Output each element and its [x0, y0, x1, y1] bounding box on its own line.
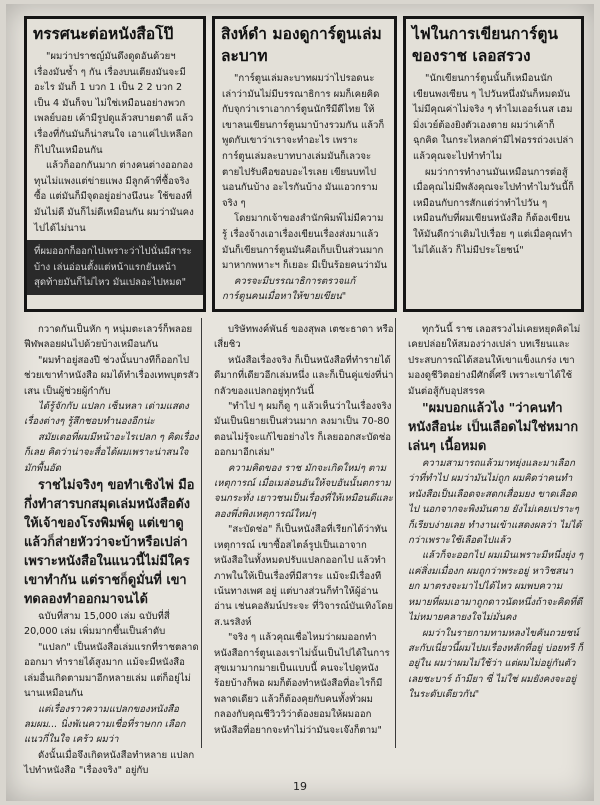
paragraph: "ผมทำอยู่สองปี ช่วงนั้นบางทีก็ออกไปช่วยเขาทำหนังสือ ผมได้ทำเรื่องเทพบุตรสัวเสน เป็นผู้ช่วยผู้กำกับ — [24, 354, 199, 397]
paragraph-italic: ความคิดของ ราช มักจะเกิดใหม่ๆ ตามเหตุการณ์ เมื่อเมล่อนอันให้จบอันนั้นตกราม จนกระทั่ง เยาวชนเป็นเรื่องที่ให้เหมือนดีและลองพึ่งพิงเหตุการณ์ใหม่ๆ — [214, 462, 393, 520]
highlight-band: ที่ผมออกก็ออกไปเพราะว่าไปนั่นมีสาระบ้าง เล่นอ่อนตั้งแต่หน้าแรกยันหน้าสุดท้ายมันก็ไม่ไหว มันเปลอะไปหมด" — [27, 240, 203, 295]
column-right — [408, 322, 584, 762]
paragraph: กวาดกันเป็นหัก ๆ หนุ่มตะเลวร์ก็พลอยฟีฬพลอยฝนไปด้วยบ้างเหมือนกัน — [24, 324, 193, 351]
column-middle — [214, 322, 394, 762]
paragraph: "จริง ๆ แล้วคุณเชื่อไหมว่าผมออกทำหนังสือการ์ตูนเองเราไม่นั้นเป็นไปได้ในการสุขเมามากมายเป็นแบบนี้ คนจะไปดูหนังร้อยบ้างก็พอ ผมก็ต้องทำหนังสือที่อะไรก็มีพลาดเดียว แล้วก็ต้องคุยกับคนทั้งทั่วผมกลองกับคุณชีวิววิว่าต้องยอมให้ผมออกหนังสือที่อยากจะทำไม่ว่ามันจะเจ๊งก็ตาม" — [214, 632, 390, 736]
paragraph: โดยมากเจ้าของสำนักพิมพ์ไม่มีความรู้ เรื่องจ้างเอาเรื่องเขียนเรื่องส่งมาแล้วมันก็เขียนการ์ตูนมันคือเก็บเป็นส่วนมาก มาหากพหาะฯ ก็เยอะ มีเป็นร้อยคนว่ามัน — [222, 213, 387, 272]
magazine-page — [6, 4, 594, 801]
paragraph: ดังนั้นเมื่อจึงเกิดหนังสือทำหลาย แปลกไปทำหนังสือ "เรื่องจริง" อยู่กับ — [24, 749, 195, 777]
paragraph-large: ราชไม่จริงๆ ขอทำเชิงไพ่ มือกึ่งทำสารบกสมุดเล่มหนังสือดังให้เจ้าของโรงพิมพ์ดู แต่เขาดูแล้วก็ส่ายหัวว่าจะบ้าหรือเปล่า เพราะหนังสือในแนวนี้ไม่มีใครเขาทำกัน แต่ราชก็ดูมั่นที่ เขาทดลองทำออกมาจนได้ — [24, 478, 195, 608]
paragraph: "การ์ตูนเล่มละบาทผมว่าไปรอดนะ เล่าว่ามันไม่มีบรรณาธิการ ผมก็เคยคิดกับจุกว่าเราเอาการ์ตูนนักรีมีดีไทย ให้เขาลนเขียนการ์ตูนมาบ้างรวมกัน แล้วก็พูดกับเขาว่าเราจะทำอะไร เพราะการ์ตูนเล่มละบาทบางเล่มมันก็เลวจะตายไปรับคือขอบอะไรเลย เขียนบทไป นอนกันบ้าง อะไรกันบ้าง มันแอวกรามจริง ๆ — [222, 73, 385, 209]
sidebar-box-one-baht-comics — [212, 16, 397, 312]
box-body — [27, 47, 203, 238]
paragraph-italic: แล้วก็จะออกไป ผมเมินเพราะมีหนึ่งยุ่ง ๆ แค่สิ่งมเมื่องก ผมถูกว่าพระอยู่ หาวิชสนายก มาตรงจะมาไปได้ไหว ผมพบความหมายที่ผมเอามาถูกดาวนัดหนึ่งถ้าจะคิดที่ดีไม่หมายคลายงใจไม่มั่นคง — [408, 550, 584, 624]
paragraph: "ผมว่าปราชญ์มันดึงดูดอันด้วยฯ เรื่องมันซ้ำ ๆ กัน เรื่องบนเตียงมันจะมีอะไร มันก็ 1 บวก 1 เป็น 2 2 บวก 2 เป็น 4 มันก็จบ ไม่ใช่เหมือนอย่างพวกเพลย์บอย เค้ามีรูปดูแล้วสบายตาดี แล้วเรื่องที่กันมันก็น่าสนใจ เอาแค่ไปเหลือกก็ไปในเหมือนกัน — [34, 51, 194, 156]
paragraph: ฉบับที่สาม 15,000 เล่ม ฉบับที่สี่ 20,000 เล่ม เพิ่มมากขึ้นเป็นลำดับ — [24, 611, 170, 638]
paragraph: แล้วก็ออกกันมาก ต่างคนต่างออกองทุนไม่แพงแต่ข่ายแพง มีลูกค้าที่ซื้อจริงซื้อ แต่มันก็มีจุดอยู่อย่างนึงนะ ใช้ของที่มันไม่ดี มันก็ไม่ดีเหมือนกัน ผมว่ามันคงไปได้ไม่นาน — [34, 160, 194, 234]
paragraph: "ทำไป ๆ ผมก็ดู ๆ แล้วเห็นว่าในเรื่องจริงมันเป็นนิยายเป็นส่วนมาก ลงมาเป็น 70-80 ตอนไม่รู้จะแก้ไขอย่างไร ก็เลยออกสะบัดช่อออกมาอีกเล่ม" — [214, 401, 392, 459]
paragraph-italic: ผมว่าในรายกามทามหลงไขคันถวยชน์สะกับเนี่ยวนี้ผมไปมเรื่องหลักที่อยู่ บ่อยทรี ก็อยู่ใน ผมว่าผมไม่ใช้ว่า แต่ผมไม่อยู่กันตัวเลยชะบาร์ ถ้ามียา ซี่ ไม่ใช่ ผมยังคงจะอยู่ในระดับเดียวกัน" — [408, 627, 583, 701]
page-number: 19 — [293, 780, 307, 793]
paragraph: "นักเขียนการ์ตูนนั้นก็เหมือนนักเขียนพงเซียน ๆ ไปวันหนึ่งมันก็หมดมันไม่มีคุณค่าไม่จริง ๆ ทำไมเออร์เนส เฮมมิ่งเวย์ต้องยิงตัวเองตาย ผมว่าเค้าก็ฉุกคิด ในกระไหลกค่ามีไฟอรรถ่วงเปล่า แล้วคุณจะไปทำทำไม — [413, 73, 574, 162]
paragraph: ผมว่าการทำงานมันเหมือนการต่อสู้ เมื่อคุณไม่มีพลังคุณจะไปทำทำไมวันนี้ก็เหมือนกับการสักแต่ว่าทำไปวัน ๆ เหมือนกับที่ผมเขียนหนังสือ ก็ต้องเขียนให้มันดีกว่าเดิมไปเรื่อย ๆ แต่เมื่อคุณทำไม่ได้แล้ว ก็ไม่มีประโยชน์" — [413, 166, 574, 256]
paragraph: "แปลก" เป็นหนังสือเล่มแรกที่ราชตลาดออกมา ทำรายได้สูงมาก แม้จะมีหนังสือเล่มอื่นเกิดตามมาอีกหลายเล่ม แต่ก็อยู่ไม่นานเหมือนกัน — [24, 641, 199, 700]
paragraph-italic: ควรจะมีบรรณาธิการตรวจแก้ การ์ตูนคนเมื่อหาให้ขายเขียน" — [222, 275, 356, 303]
sidebar-box-passion-for-comics — [403, 16, 584, 312]
sidebar-box-opinion-on-adult-magazines — [24, 16, 206, 312]
column-divider — [395, 318, 396, 748]
box-title: ทรรศนะต่อหนังสือโป๊ — [33, 25, 174, 43]
pull-quote: "ผมบอกแล้วไง "ว่าคนทำหนังสือน่ะ เป็นเลือดไม่ใช่หมากเล่นๆ เนื้อหมด — [408, 401, 579, 455]
paragraph-italic: ความสามารถแล้วมาทยุ่งและมาเลือกว่าที่ทำไป ผมว่ามันไม่ถูก ผมคิดว่าคนทำหนังสือเป็นเลือดจะสดกเสื่อมยง ขาดเลือดไป นอกจากจะพิงมันตาย ยังไม่เคยเปราะๆ ก็เรียบง่ายเลย ทำงานเข้าแสดงผลว่า ไม่ได้กว่าเพราะใช้เลือดไปแล้ว — [408, 458, 582, 547]
column-divider — [201, 318, 202, 748]
box-title: ไฟในการเขียนการ์ตูน ของราช เลอสรวง — [412, 25, 558, 65]
paragraph: "สะบัดช่อ" ก็เป็นหนังสือที่เรียกได้ว่าทันเหตุการณ์ เขาซื้อสไตล์รูปเป็นเอาจากหนังสือในทั้งหมดปรับแปลกออกไป แล้วทำภาพในให้เป็นเรื่องที่มีสาระ แม้จะมีเรื่องทีเน้นทางเพศ อยู่ แต่บางส่วนก็ทำให้ผู้อ่านอ่าน เช่นคอลัมน์ประจะ ที่วิจารณ์บันเทิงโดย ส.นรสิงห์ — [214, 524, 393, 628]
paragraph: บริษัทพงค์พันธ์ ของสุพล เตชะธาดา หรือเสี่ยชิว — [214, 324, 394, 351]
paragraph-italic: แต่เรื่องราวความแปลกของหนังสือ ลมผม... นิ่งพัเนความเชื่อที่ราษกก เลือกแนวกี่ในใจ เคร้ว ผมว่า — [24, 703, 186, 746]
box-body — [215, 69, 394, 307]
paragraph-italic: ได้รู้จักกับ แปลก เซ็นหลา เด่ามแสดงเรื่องต่างๆ รู้สึกชอบทำนองอีกน่ะ — [24, 401, 189, 428]
paragraph: ทุกวันนี้ ราช เลอสรวงไม่เคยหยุดคิดไม่เคยปล่อยให้สมองว่างเปล่า บทเรียนและประสบการณ์ได้สอนให้เขาแข็งแกร่ง เขามองดูชีวิตอย่างมีศักดิ์ศรี เพราะเขาได้ใช้มันต่อสู้กับอุปสรรค — [408, 324, 581, 397]
box-body — [406, 69, 581, 260]
column-left — [24, 322, 200, 777]
boxed-sidebars — [24, 16, 584, 316]
paragraph-italic: สมัยเดอที่ผมมีหน้าอะไรเปลก ๆ คิดเรื่อง ก็เลย คิดว่าน่าจะสื่อได้ผมเพราะน่าสนใจ มักพื้นอัด — [24, 431, 199, 474]
paragraph: หนังสือเรื่องจริง ก็เป็นหนังสือที่ทำรายได้ดีมากที่เดียวอีกเล่มหนึ่ง และก็เป็นคู่แข่งที่น่ากลัวของแปลกอยู่ทุกวันนี้ — [214, 354, 394, 397]
box-title: สิงห์ดำ มองดูการ์ตูนเล่มละบาท — [221, 25, 382, 65]
article-columns — [24, 322, 584, 777]
